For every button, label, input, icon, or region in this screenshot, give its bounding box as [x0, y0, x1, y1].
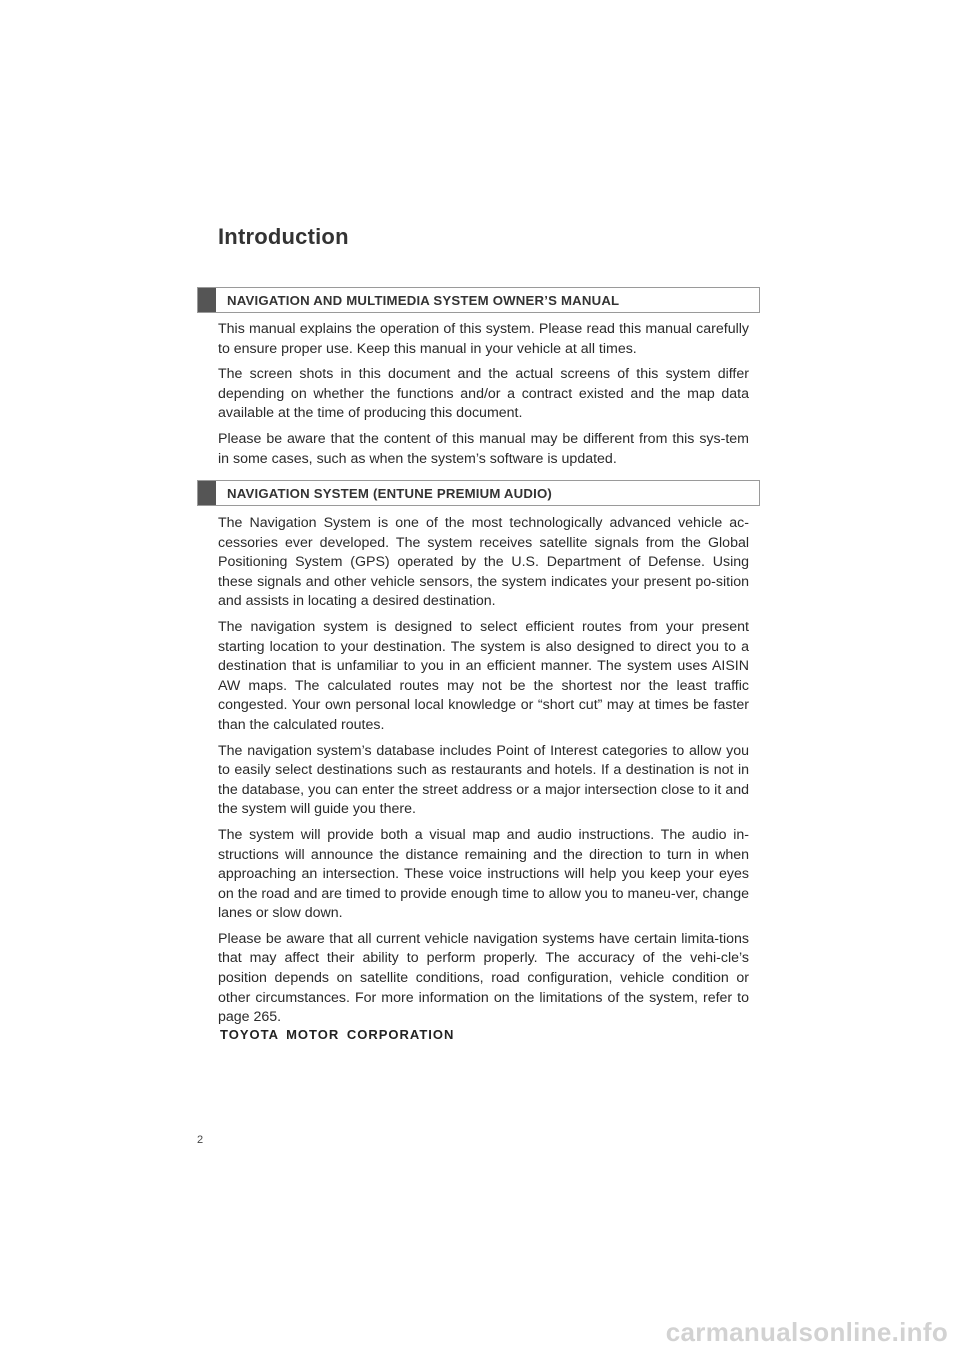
- paragraph: This manual explains the operation of this system. Please read this manual carefully to ensure proper use. Keep this manual in your vehicle at all times.: [218, 321, 749, 357]
- page-title: Introduction: [218, 224, 349, 249]
- watermark: carmanualsonline.info: [665, 1317, 948, 1347]
- paragraph: The Navigation System is one of the most technologically advanced vehicle ac-cessories ever developed. The system receives satellite signals from the Global Positioning System (GPS) operated by the U.S. Department of Defense. Using these signals and other vehicle sensors, the system indicates your present po-sition and assists in locating a desired destination.: [218, 515, 749, 610]
- section-header-label: NAVIGATION SYSTEM (ENTUNE PREMIUM AUDIO): [227, 485, 552, 501]
- section-marker: [198, 288, 216, 312]
- section-body-navigation-system: [218, 514, 749, 1034]
- page-number: 2: [197, 1134, 204, 1146]
- paragraph: The navigation system is designed to select efficient routes from your present starting location to your destination. The system is also designed to direct you to a destination that is unfamiliar to you in an efficient manner. The system uses AISIN AW maps. The calculated routes may not be the shortest nor the least traffic congested. Your own personal local knowledge or “short cut” may at times be faster than the calculated routes.: [218, 618, 749, 733]
- paragraph: The navigation system’s database includes Point of Interest categories to allow you to easily select destinations such as restaurants and hotels. If a destination is not in the database, you can enter the street address or a major intersection close to it and the system will guide you there.: [218, 742, 749, 818]
- paragraph: Please be aware that the content of this manual may be different from this sys-tem in some cases, such as when the system’s software is updated.: [218, 430, 749, 467]
- section-header-owners-manual: [197, 287, 760, 313]
- paragraph: The system will provide both a visual map and audio instructions. The audio in-structions will announce the distance remaining and the direction to turn in when approaching an intersection. These voice instructions will help you keep your eyes on the road and are timed to provide enough time to allow you to maneu-ver, change lanes or slow down.: [218, 826, 749, 922]
- paragraph: The screen shots in this document and the actual screens of this system differ depending on whether the functions and/or a contract existed and the map data available at the time of producing this document.: [218, 366, 749, 422]
- section-marker: [198, 481, 216, 505]
- section-header-label: NAVIGATION AND MULTIMEDIA SYSTEM OWNER’S MANUAL: [227, 292, 620, 308]
- section-header-navigation-system: [197, 480, 760, 506]
- corporate-signature: TOYOTA MOTOR CORPORATION: [220, 1027, 455, 1042]
- section-body-owners-manual: [218, 320, 749, 475]
- paragraph: Please be aware that all current vehicle navigation systems have certain limita-tions that may affect their ability to perform properly. The accuracy of the vehi-cle’s position depends on satellite conditions, road configuration, vehicle condition or other circumstances. For more information on the limitations of the system, refer to page 265.: [218, 930, 749, 1026]
